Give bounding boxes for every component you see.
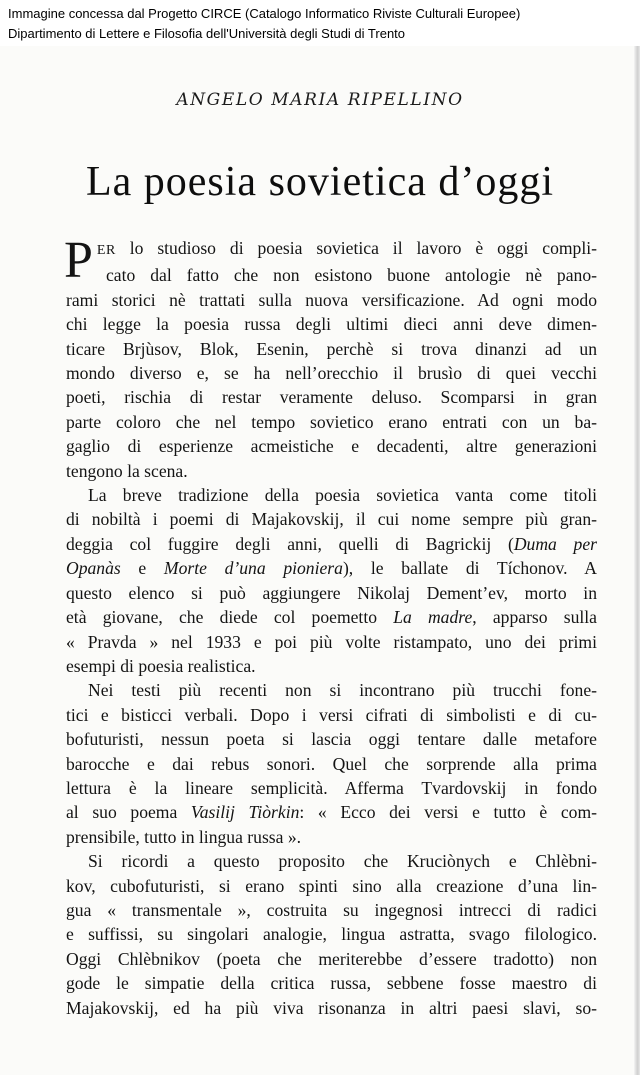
image-credit-header [0, 0, 640, 46]
text-line: deggia col fuggire degli anni, quelli di Bagrickij (Duma per [66, 533, 597, 554]
text-line: gode le simpatie della critica russa, sebbene fosse maestro di [66, 973, 597, 994]
italic-title: Duma per [513, 533, 597, 554]
text-line: Opanàs e Morte d’una pioniera), le ballate di Tíchonov. A [66, 558, 597, 579]
italic-title: Morte d’una pioniera [163, 558, 343, 579]
text-line: poeti, rischia di restar veramente deluso. Scomparsi in gran [66, 387, 597, 408]
paragraph-4 [66, 849, 597, 1020]
text-line: « Pravda » nel 1933 e poi più volte ristampato, uno dei primi [66, 631, 597, 652]
text-line: barocche e dai rebus sonori. Quel che sorprende alla prima [66, 753, 597, 774]
text-line: Oggi Chlèbnikov (poeta che meriterebbe d’essere tradotto) non [66, 948, 597, 969]
text-line: gua « transmentale », costruita su ingegnosi intrecci di radici [66, 899, 597, 920]
text-line: questo elenco si può aggiungere Nikolaj Dement’ev, morto in [66, 582, 597, 603]
text-line: tengono la scena. [66, 460, 188, 481]
small-caps: ER [96, 243, 116, 258]
article-title: La poesia sovietica d’oggi [85, 159, 555, 205]
text-line: tici e bisticci verbali. Dopo i versi cifrati di simbolisti e di cu- [66, 704, 597, 725]
article-body [64, 232, 597, 1020]
text-line: prensibile, tutto in lingua russa ». [66, 826, 302, 847]
text-line: bofuturisti, nessun poeta si lascia oggi tentare dalle metafore [66, 729, 597, 750]
credit-line-2: Dipartimento di Lettere e Filosofia dell'Università degli Studi di Trento [8, 26, 406, 41]
text-line: parte coloro che nel tempo sovietico erano entrati con un ba- [66, 411, 597, 432]
italic-title: Opanàs [66, 558, 121, 579]
paragraph-3 [66, 678, 597, 849]
text-line: età giovane, che diede col poemetto La madre, apparso sulla [66, 607, 597, 628]
text-line: chi legge la poesia russa degli ultimi dieci anni deve dimen- [66, 314, 597, 335]
text-line: Majakovskij, ed ha più viva risonanza in altri paesi slavi, so- [66, 997, 597, 1018]
text-line: lettura è la lineare semplicità. Afferma Tvardovskij in fondo [66, 777, 597, 798]
page-edge-shadow [634, 30, 640, 1075]
paragraph-1 [64, 232, 597, 483]
text-line: Nei testi più recenti non si incontrano più trucchi fone- [88, 680, 597, 701]
text-line: ER lo studioso di poesia sovietica il lavoro è oggi compli- [96, 238, 597, 258]
text-line: Si ricordi a questo proposito che Kruciònych e Chlèbni- [88, 851, 597, 872]
text-line: al suo poema Vasilij Tiòrkin: « Ecco dei versi e tutto è com- [66, 802, 597, 823]
text-line: kov, cubofuturisti, si erano spinti sino alla creazione d’una lin- [66, 875, 597, 896]
text-line: di nobiltà i poemi di Majakovskij, il cui nome sempre più gran- [66, 509, 597, 530]
drop-cap: P [64, 232, 93, 289]
author-name: ANGELO MARIA RIPELLINO [176, 90, 464, 110]
credit-line-1: Immagine concessa dal Progetto CIRCE (Catalogo Informatico Riviste Culturali Europee) [8, 6, 521, 21]
text-line: gaglio di esperienze acmeistiche e decadenti, altre generazioni [66, 436, 597, 457]
italic-title: Vasilij Tiòrkin [190, 802, 300, 823]
text-line: cato dal fatto che non esistono buone antologie nè pano- [106, 265, 597, 286]
text-line: mondo diverso e, se ha nell’orecchio il brusìo di quei vecchi [66, 363, 597, 384]
italic-title: La madre [393, 607, 473, 628]
text-line: ticare Brjùsov, Blok, Esenin, perchè si trova dinanzi ad un [66, 338, 597, 359]
text-line: La breve tradizione della poesia sovietica vanta come titoli [88, 485, 597, 506]
text-line: rami storici nè trattati sulla nuova versificazione. Ad ogni modo [66, 289, 597, 310]
text-line: e suffissi, su singolari analogie, lingua astratta, svago filologico. [66, 924, 597, 945]
text-line: esempi di poesia realistica. [66, 655, 256, 676]
paragraph-2 [66, 483, 597, 678]
